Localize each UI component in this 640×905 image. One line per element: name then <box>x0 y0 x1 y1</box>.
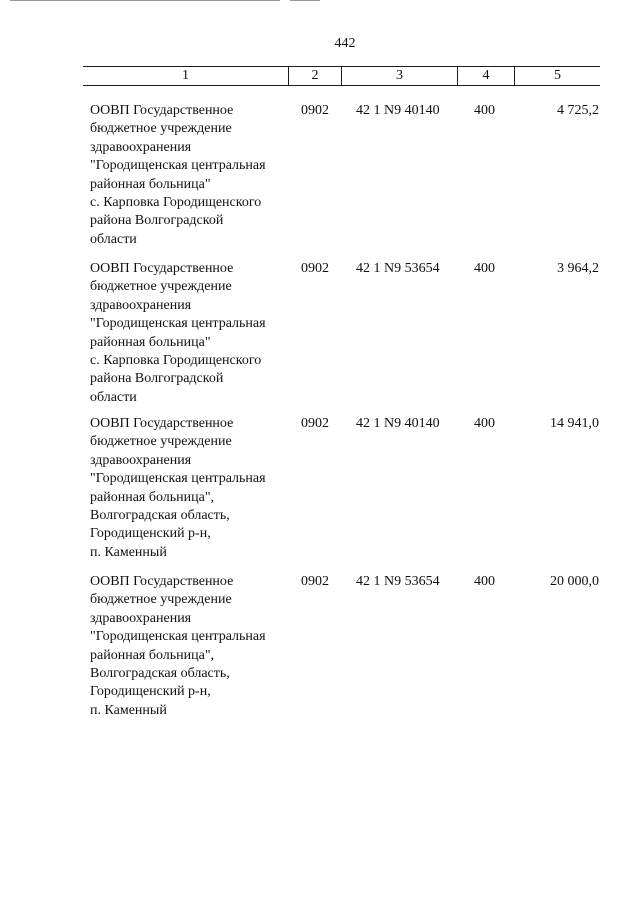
name-line: бюджетное учреждение <box>90 121 232 137</box>
section-code: 0902 <box>301 416 329 431</box>
name-line: с. Карповка Городищенского <box>90 353 262 369</box>
amount-value: 20 000,0 <box>550 574 599 589</box>
name-line: бюджетное учреждение <box>90 592 232 608</box>
expense-type-code: 400 <box>474 103 495 118</box>
name-line: здравоохранения <box>90 297 192 313</box>
amount-value: 4 725,2 <box>557 103 599 118</box>
name-line: Волгоградская область, <box>90 508 230 524</box>
column-header-3: 3 <box>341 67 457 85</box>
section-code: 0902 <box>301 103 329 118</box>
name-line: ООВП Государственное <box>90 574 234 589</box>
name-line: районная больница" <box>90 334 211 350</box>
name-line: Волгоградская область, <box>90 666 230 682</box>
name-line: здравоохранения <box>90 452 192 468</box>
name-line: района Волгоградской <box>90 371 224 387</box>
expense-type-code: 400 <box>474 416 495 431</box>
name-line: здравоохранения <box>90 610 192 626</box>
section-code: 0902 <box>301 261 329 276</box>
scan-edge-line <box>290 0 320 1</box>
page-number: 442 <box>334 36 356 51</box>
name-line: здравоохранения <box>90 139 192 155</box>
name-line: с. Карповка Городищенского <box>90 195 262 211</box>
name-line: бюджетное учреждение <box>90 434 232 450</box>
amount-value: 14 941,0 <box>550 416 599 431</box>
column-header-2: 2 <box>288 67 341 85</box>
column-header-4: 4 <box>457 67 514 85</box>
target-item-code: 42 1 N9 53654 <box>356 574 440 589</box>
name-line: "Городищенская центральная <box>90 471 266 487</box>
name-line: п. Каменный <box>90 544 167 560</box>
expense-type-code: 400 <box>474 261 495 276</box>
column-header-5: 5 <box>514 67 600 85</box>
name-line: района Волгоградской <box>90 213 224 229</box>
name-line: п. Каменный <box>90 702 167 718</box>
institution-name <box>90 102 295 249</box>
name-line: районная больница", <box>90 647 215 663</box>
name-line: ООВП Государственное <box>90 416 234 431</box>
section-code: 0902 <box>301 574 329 589</box>
table-header <box>83 66 600 86</box>
expense-type-code: 400 <box>474 574 495 589</box>
name-line: Городищенский р-н, <box>90 684 211 700</box>
name-line: "Городищенская центральная <box>90 316 266 332</box>
institution-name <box>90 415 295 562</box>
amount-value: 3 964,2 <box>557 261 599 276</box>
name-line: области <box>90 389 137 405</box>
scan-edge-line <box>10 0 280 1</box>
institution-name <box>90 260 295 407</box>
target-item-code: 42 1 N9 40140 <box>356 416 440 431</box>
name-line: "Городищенская центральная <box>90 158 266 174</box>
institution-name <box>90 573 295 720</box>
column-header-1: 1 <box>182 68 189 83</box>
name-line: ООВП Государственное <box>90 261 234 276</box>
name-line: районная больница" <box>90 176 211 192</box>
name-line: ООВП Государственное <box>90 103 234 118</box>
target-item-code: 42 1 N9 40140 <box>356 103 440 118</box>
name-line: бюджетное учреждение <box>90 279 232 295</box>
name-line: районная больница", <box>90 489 215 505</box>
name-line: Городищенский р-н, <box>90 526 211 542</box>
name-line: области <box>90 231 137 247</box>
target-item-code: 42 1 N9 53654 <box>356 261 440 276</box>
name-line: "Городищенская центральная <box>90 629 266 645</box>
